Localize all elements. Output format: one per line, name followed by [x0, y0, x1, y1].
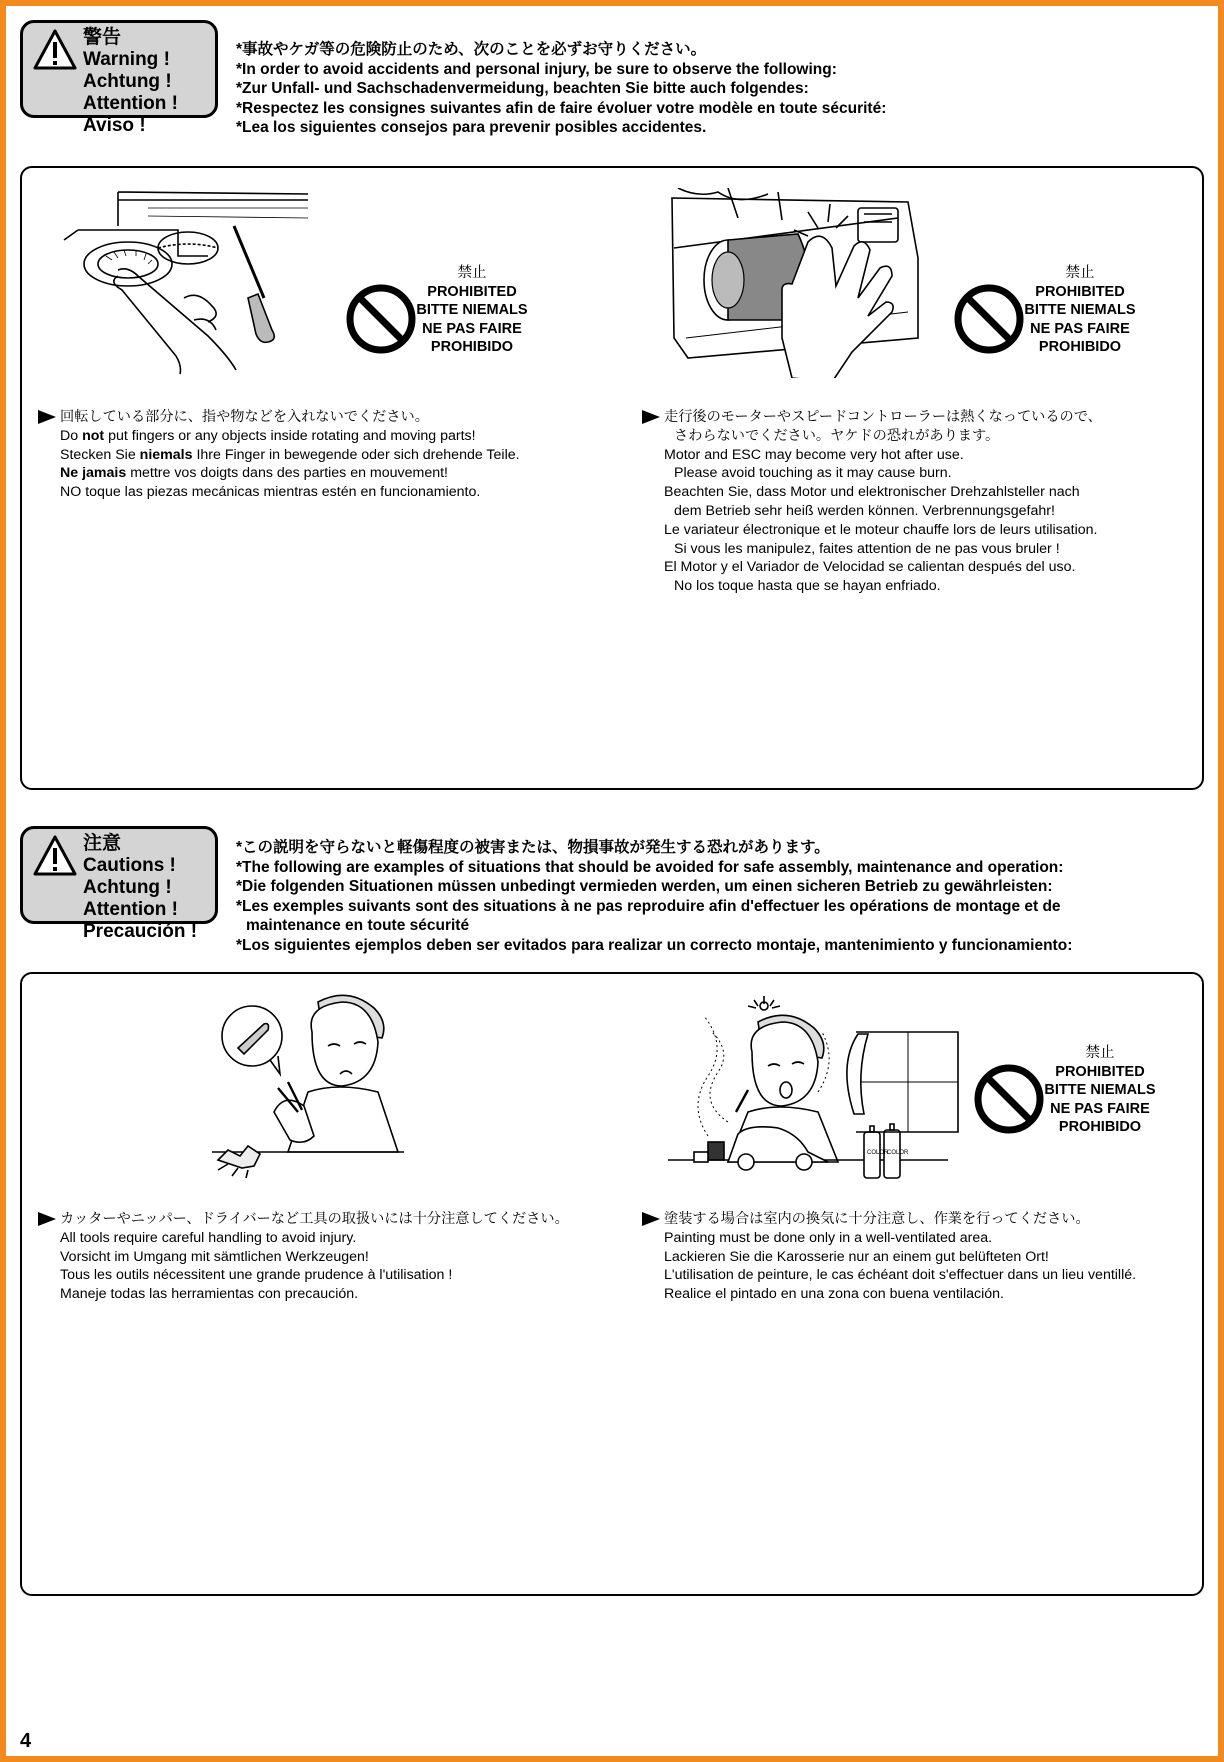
caution-line: *Die folgenden Situationen müssen unbedingt vermieden werden, um einen sicheren Betrieb zu gewährleisten: [236, 878, 1053, 895]
prohibited-sign-icon [972, 1062, 1046, 1136]
caution-line: *Les exemples suivants sont des situations à ne pas reproduire afin d'effectuer les opérations de montage et de [236, 897, 1061, 915]
instr-fr: Tous les outils nécessitent une grande prudence à l'utilisation ! [60, 1267, 453, 1284]
instr-es: El Motor y el Variador de Velocidad se calientan después del uso. [664, 559, 1076, 576]
prohibited-en: PROHIBITED [427, 283, 517, 300]
instr-es: Maneje todas las herramientas con precaución. [60, 1286, 359, 1303]
prohibited-fr: NE PAS FAIRE [1030, 320, 1130, 337]
prohibited-es: PROHIBIDO [430, 339, 514, 355]
prohibited-de: BITTE NIEMALS [1024, 302, 1136, 318]
prohibited-en: PROHIBITED [1035, 283, 1125, 300]
warning-line: *Zur Unfall- und Sachschadenvermeidung, beachten Sie bitte auch folgendes: [236, 80, 809, 97]
prohibited-sign-icon [344, 282, 418, 356]
pointer-arrow-icon [642, 410, 660, 424]
instruction-painting [664, 1210, 1194, 1304]
paint-can-label: COLOR [867, 1150, 889, 1156]
warning-intro [236, 40, 886, 138]
rotating-parts-illustration [58, 186, 318, 376]
pointer-arrow-icon [38, 410, 56, 424]
prohibited-es: PROHIBIDO [1038, 339, 1122, 355]
badge-es: Precaución ! [83, 921, 198, 942]
warning-triangle-icon [33, 835, 77, 877]
instr-de: Beachten Sie, dass Motor und elektronischer Drehzahlsteller nach [664, 484, 1080, 501]
instr-jp: カッターやニッパー、ドライバーなど工具の取扱いには十分注意してください。 [60, 1211, 569, 1227]
instruction-hot-motor [664, 408, 1184, 596]
caution-line: maintenance en toute sécurité [246, 917, 470, 934]
caution-intro [236, 838, 1072, 955]
instruction-tool-handling [60, 1210, 600, 1304]
prohibited-sign-icon [952, 282, 1026, 356]
instr-fr: Si vous les manipulez, faites attention de ne pas vous bruler ! [674, 540, 1060, 557]
badge-jp: 警告 [83, 27, 122, 48]
pointer-arrow-icon [642, 1212, 660, 1226]
instr-es: NO toque las piezas mecánicas mientras estén en funcionamiento. [60, 484, 481, 501]
painting-ventilation-illustration [668, 992, 968, 1192]
instr-es: Realice el pintado en una zona con buena ventilación. [664, 1286, 1004, 1303]
instr-de: Vorsicht im Umgang mit sämtlichen Werkzeugen! [60, 1248, 369, 1265]
instr-jp: 塗装する場合は室内の換気に十分注意し、作業を行ってください。 [664, 1211, 1090, 1227]
instr-de: Lackieren Sie die Karosserie nur an einem gut belüfteten Ort! [664, 1248, 1049, 1265]
prohibited-jp: 禁止 [457, 265, 487, 281]
warning-badge [20, 20, 218, 136]
instr-fr: Ne jamais mettre vos doigts dans des parties en mouvement! [60, 465, 448, 482]
instr-de: Stecken Sie niemals Ihre Finger in bewegende oder sich drehende Teile. [60, 446, 520, 463]
instr-jp: 回転している部分に、指や物などを入れないでください。 [60, 409, 429, 425]
caution-panel [20, 972, 1204, 1596]
caution-line: *The following are examples of situations that should be avoided for safe assembly, maintenance and operation: [236, 858, 1064, 876]
instr-jp: さわらないでください。ヤケドの恐れがあります。 [674, 427, 1000, 444]
badge-es: Aviso ! [83, 115, 146, 136]
paint-can-label: COLOR [887, 1150, 909, 1156]
badge-de: Achtung ! [83, 71, 172, 92]
prohibited-de: BITTE NIEMALS [416, 302, 528, 318]
prohibited-en: PROHIBITED [1055, 1063, 1145, 1080]
badge-jp: 注意 [83, 833, 122, 854]
warning-triangle-icon [33, 29, 77, 71]
instr-de: dem Betrieb sehr heiß werden können. Verbrennungsgefahr! [674, 502, 1055, 519]
instr-jp: 走行後のモーターやスピードコントローラーは熱くなっているので、 [664, 409, 1102, 425]
prohibited-jp: 禁止 [1065, 265, 1095, 281]
instr-fr: L'utilisation de peinture, le cas échéant doit s'effectuer dans un lieu ventillé. [664, 1267, 1137, 1284]
instr-en: All tools require careful handling to avoid injury. [60, 1229, 357, 1246]
badge-fr: Attention ! [83, 899, 178, 920]
warning-line: *事故やケガ等の危険防止のため、次のことを必ずお守りください。 [236, 41, 707, 58]
badge-en: Cautions ! [83, 855, 176, 876]
caution-line: *Los siguientes ejemplos deben ser evitados para realizar un correcto montaje, mantenimiento y funcionamiento: [236, 936, 1073, 954]
warning-line: *In order to avoid accidents and personal injury, be sure to observe the following: [236, 60, 837, 78]
prohibited-jp: 禁止 [1085, 1045, 1115, 1061]
pointer-arrow-icon [38, 1212, 56, 1226]
badge-fr: Attention ! [83, 93, 178, 114]
warning-line: *Respectez les consignes suivantes afin de faire évoluer votre modèle en toute sécurité: [236, 99, 887, 117]
instr-en: Motor and ESC may become very hot after use. [664, 446, 964, 463]
prohibited-de: BITTE NIEMALS [1044, 1082, 1156, 1098]
badge-en: Warning ! [83, 49, 170, 70]
instruction-rotating-parts [60, 408, 580, 502]
caution-badge [20, 826, 218, 942]
warning-line: *Lea los siguientes consejos para prevenir posibles accidentes. [236, 119, 707, 136]
instr-fr: Le variateur électronique et le moteur chauffe lors de leurs utilisation. [664, 521, 1098, 538]
instr-en: Painting must be done only in a well-ventilated area. [664, 1229, 993, 1246]
prohibited-fr: NE PAS FAIRE [422, 320, 522, 337]
caution-line: *この説明を守らないと軽傷程度の被害または、物損事故が発生する恐れがあります。 [236, 839, 830, 856]
instr-es: No los toque hasta que se hayan enfriado. [674, 578, 941, 595]
warning-panel [20, 166, 1204, 790]
instr-en: Please avoid touching as it may cause burn. [674, 465, 952, 482]
prohibited-es: PROHIBIDO [1058, 1119, 1142, 1135]
badge-de: Achtung ! [83, 877, 172, 898]
prohibited-fr: NE PAS FAIRE [1050, 1100, 1150, 1117]
hot-motor-illustration [668, 188, 928, 378]
tool-handling-illustration [208, 992, 408, 1182]
page-number: 4 [20, 1730, 32, 1752]
instr-en: Do not put fingers or any objects inside rotating and moving parts! [60, 427, 476, 444]
